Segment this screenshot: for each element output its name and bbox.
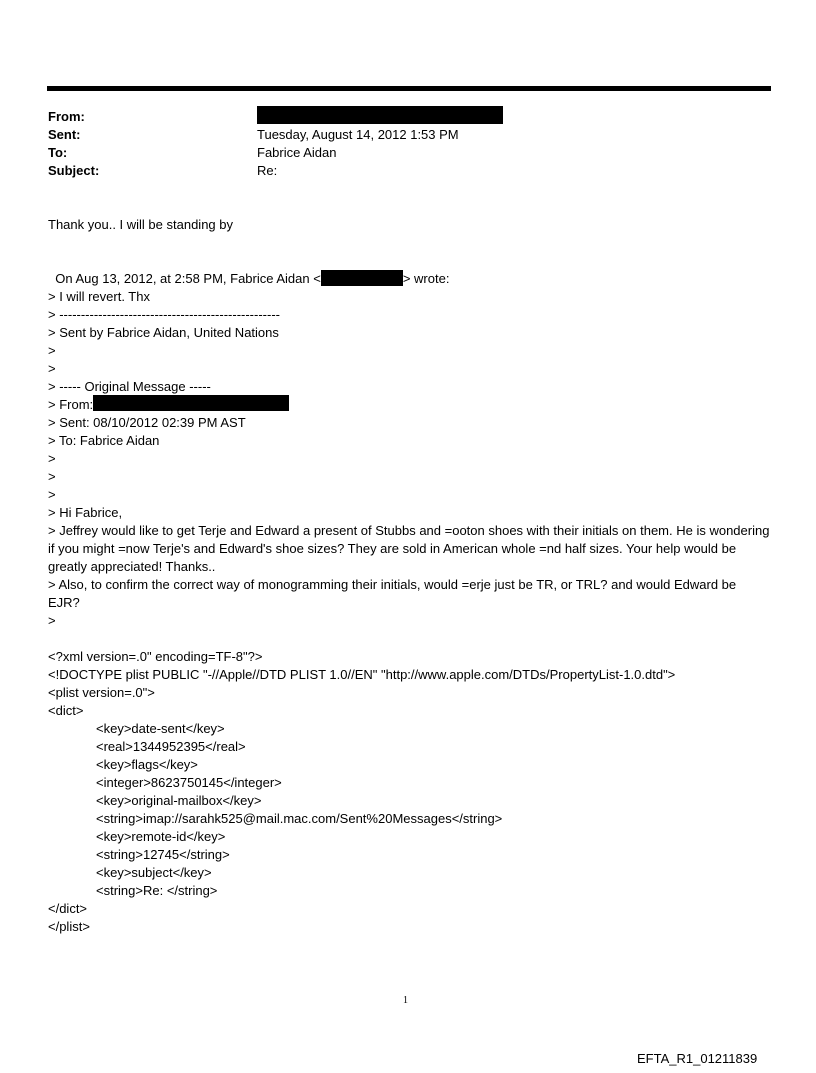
from-redaction <box>93 395 289 411</box>
plist-line: <string>Re: </string> <box>96 883 218 898</box>
sent-label: Sent: <box>48 127 81 142</box>
plist-line: </plist> <box>48 919 90 934</box>
body-line <box>48 252 449 288</box>
body-paragraph: > Also, to confirm the correct way of monogramming their initials, would =erje just be TR, or TRL? and would Edward be EJR? <box>48 577 737 610</box>
plist-line: <key>flags</key> <box>96 757 198 772</box>
plist-line: <string>12745</string> <box>96 847 230 862</box>
body-line: > <box>48 343 56 358</box>
plist-line: <key>subject</key> <box>96 865 212 880</box>
body-line: > I will revert. Thx <box>48 289 150 304</box>
plist-line: <plist version=.0"> <box>48 685 155 700</box>
quote-attribution: On Aug 13, 2012, at 2:58 PM, Fabrice Aidan < <box>55 271 321 286</box>
body-line: > ----- Original Message ----- <box>48 379 211 394</box>
to-label: To: <box>48 145 68 160</box>
plist-line: <dict> <box>48 703 84 718</box>
body-line: > <box>48 469 56 484</box>
plist-line: <real>1344952395</real> <box>96 739 246 754</box>
body-line: Thank you.. I will be standing by <box>48 217 233 232</box>
bates-number: EFTA_R1_01211839 <box>637 1051 758 1066</box>
body-line: > From: <box>48 397 94 412</box>
body-line: > Sent: 08/10/2012 02:39 PM AST <box>48 415 246 430</box>
plist-line: <key>original-mailbox</key> <box>96 793 262 808</box>
plist-line: <string>imap://sarahk525@mail.mac.com/Sent%20Messages</string> <box>96 811 503 826</box>
body-line: > <box>48 613 56 628</box>
body-line: > Sent by Fabrice Aidan, United Nations <box>48 325 279 340</box>
from-label: From: <box>48 109 85 124</box>
plist-line: <integer>8623750145</integer> <box>96 775 282 790</box>
body-line: > <box>48 487 56 502</box>
quote-attribution-end: > wrote: <box>402 271 450 286</box>
body-line: > <box>48 451 56 466</box>
email-redaction <box>321 270 403 286</box>
plist-line: <key>date-sent</key> <box>96 721 225 736</box>
body-line: > --------------------------------------------------- <box>48 307 280 322</box>
header-rule <box>47 86 771 91</box>
body-line: > To: Fabrice Aidan <box>48 433 160 448</box>
plist-line: <!DOCTYPE plist PUBLIC "-//Apple//DTD PLIST 1.0//EN" "http://www.apple.com/DTDs/PropertyList-1.0.dtd"> <box>48 667 676 682</box>
subject-label: Subject: <box>48 163 100 178</box>
page-number: 1 <box>403 995 408 1006</box>
to-value: Fabrice Aidan <box>257 145 337 160</box>
subject-value: Re: <box>257 163 278 178</box>
body-paragraph: > Jeffrey would like to get Terje and Edward a present of Stubbs and =ooton shoes with their initials on them. He is wondering if you might =now Terje's and Edward's shoe sizes? They are sold in American whole =nd half sizes. Your help would be greatly appreciated! Thanks.. <box>48 523 770 574</box>
sent-value: Tuesday, August 14, 2012 1:53 PM <box>257 127 459 142</box>
body-line: > Hi Fabrice, <box>48 505 123 520</box>
plist-line: <?xml version=.0" encoding=TF-8"?> <box>48 649 263 664</box>
plist-line: <key>remote-id</key> <box>96 829 226 844</box>
body-line: > <box>48 361 56 376</box>
from-redaction <box>257 106 503 124</box>
plist-line: </dict> <box>48 901 88 916</box>
